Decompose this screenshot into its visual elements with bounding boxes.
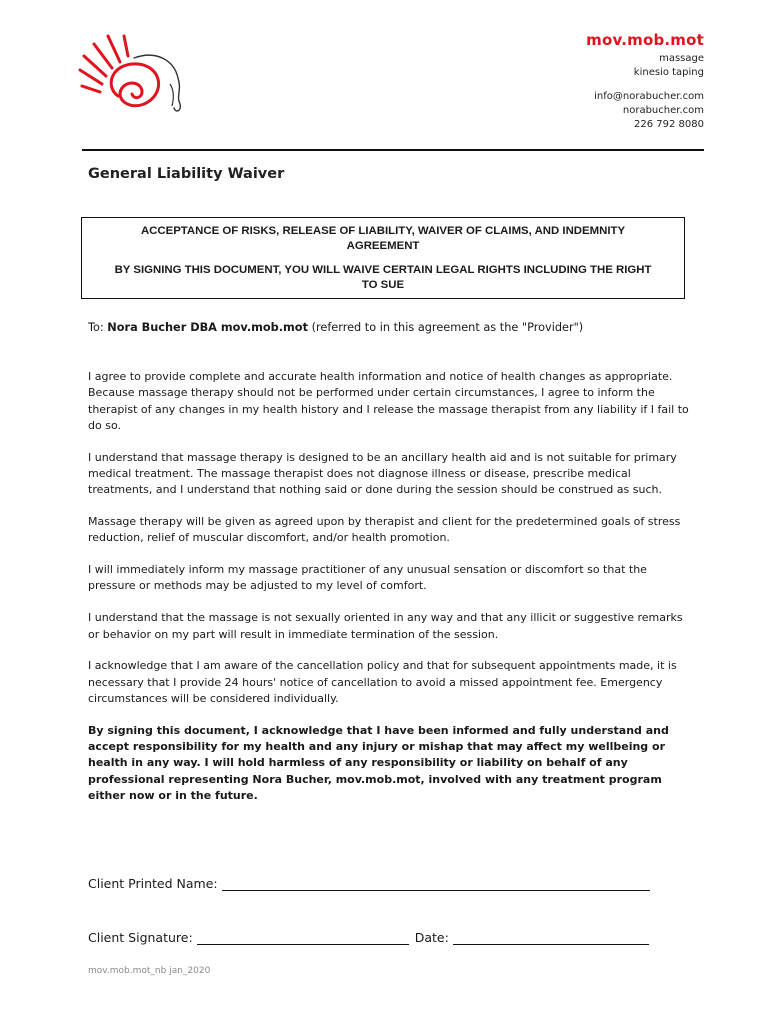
contact-email[interactable]: info@norabucher.com [594,91,704,102]
brand-name: mov.mob.mot [586,31,704,49]
signature-label: Client Signature: [88,930,193,945]
date-label: Date: [414,930,449,945]
footer-revision: mov.mob.mot_nb jan_2020 [88,966,211,976]
addressee-prefix: To: [88,321,108,334]
paragraph-cancellation: I acknowledge that I am aware of the cancellation policy and that for subsequent appointments made, it is necessary that I provide 24 hours' notice of cancellation to avoid a missed appointment fee. Emergency circumstances will be considered individually. [88,659,677,705]
paragraph-discomfort: I will immediately inform my massage practitioner of any unusual sensation or discomfort so that the pressure or methods may be adjusted to my level of comfort. [88,563,647,593]
paragraph-acknowledgement: By signing this document, I acknowledge that I have been informed and fully understand and accept responsibility for my health and any injury or mishap that may affect my wellbeing or health in any way. I will hold harmless of any responsibility or liability on behalf of any professional representing Nora Bucher, mov.mob.mot, involved with any treatment program either now or in the future. [88,723,669,802]
legal-notice-box [81,217,685,299]
printed-name-label: Client Printed Name: [88,876,218,891]
paragraph-therapy-goals: Massage therapy will be given as agreed upon by therapist and client for the predetermined goals of stress reduction, relief of muscular discomfort, and/or health promotion. [88,515,681,545]
date-field[interactable] [453,931,649,945]
service-kinesio-taping: kinesio taping [633,67,704,78]
signature-field[interactable] [197,931,409,945]
waiver-body [88,369,692,820]
contact-phone: 226 792 8080 [634,119,704,130]
printed-name-row [88,876,650,891]
addressee-suffix: (referred to in this agreement as the "Provider") [307,321,584,334]
paragraph-conduct: I understand that the massage is not sexually oriented in any way and that any illicit or suggestive remarks or behavior on my part will result in immediate termination of the session. [88,611,683,641]
contact-block [586,31,704,132]
addressee-line [88,321,688,334]
swirl-sun-logo-icon [78,34,198,120]
notice-line-1: ACCEPTANCE OF RISKS, RELEASE OF LIABILITY, WAIVER OF CLAIMS, AND INDEMNITY AGREEMENT [140,225,626,252]
addressee-party: Nora Bucher DBA mov.mob.mot [107,321,308,334]
notice-line-2: BY SIGNING THIS DOCUMENT, YOU WILL WAIVE CERTAIN LEGAL RIGHTS INCLUDING THE RIGHT TO SUE [114,264,652,291]
contact-website[interactable]: norabucher.com [622,105,704,116]
service-massage: massage [659,53,704,64]
paragraph-health-info: I agree to provide complete and accurate health information and notice of health changes as appropriate. Because massage therapy should not be performed under certain circumstances, I agree to inform the therapist of any changes in my health history and I release the massage therapist from any liability if I fail to do so. [88,370,689,432]
document-title: General Liability Waiver [88,166,285,182]
paragraph-ancillary-aid: I understand that massage therapy is designed to be an ancillary health aid and is not suitable for primary medical treatment. The massage therapist does not diagnose illness or disease, prescribe medical treatments, and I understand that nothing said or done during the session should be construed as such. [88,450,677,497]
header-divider [82,149,704,151]
signature-row [88,930,649,945]
printed-name-field[interactable] [222,877,650,891]
